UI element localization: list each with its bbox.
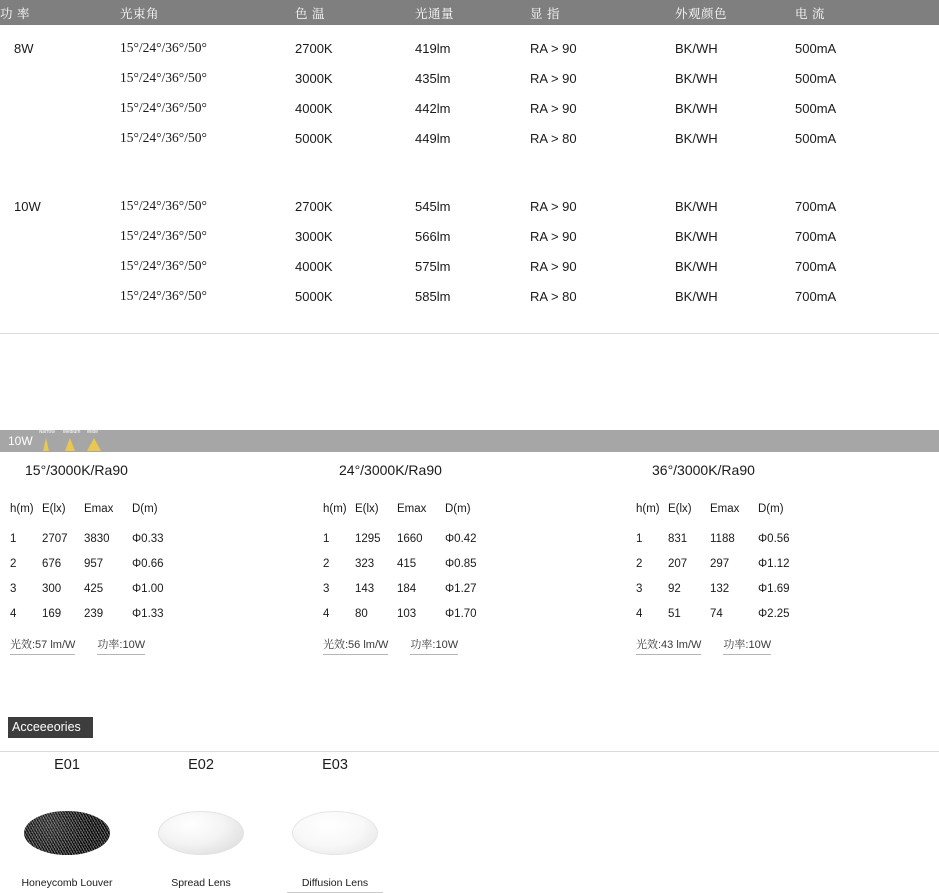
header-emax: Emax: [710, 503, 740, 515]
efficacy-value: 光效:57 lm/W: [10, 636, 75, 655]
cell-cct: 3000K: [295, 228, 333, 244]
cell-diameter: Φ1.70: [445, 607, 477, 620]
cell-current: 500mA: [795, 100, 837, 116]
cell-emax: 425: [84, 582, 104, 595]
table-row: [0, 123, 939, 153]
cell-cct: 5000K: [295, 288, 333, 304]
table-row: [0, 93, 939, 123]
table-row: [323, 526, 505, 551]
cell-beam: 15°/24°/36°/50°: [120, 258, 207, 273]
beam-medium-icon: [62, 429, 81, 452]
cell-lux: 323: [355, 557, 375, 570]
column-header-power: 功 率: [0, 6, 30, 21]
cell-current: 700mA: [795, 288, 837, 304]
photometric-table: [636, 498, 818, 626]
section-divider: [0, 333, 939, 334]
header-diameter: D(m): [758, 503, 784, 515]
beam-narrow-icon: [39, 430, 54, 452]
cell-emax: 103: [397, 607, 417, 620]
cell-lux: 80: [355, 607, 368, 620]
cell-diameter: Φ1.12: [758, 557, 790, 570]
table-row: [10, 526, 192, 551]
cell-diameter: Φ2.25: [758, 607, 790, 620]
photometric-footer: [636, 636, 939, 655]
beam-medium-shape: [65, 438, 75, 451]
table-row: [0, 221, 939, 251]
beam-wide-icon: [87, 430, 102, 452]
beam-narrow-label: Narrow: [38, 429, 55, 435]
cell-beam: 15°/24°/36°/50°: [120, 198, 207, 213]
header-diameter: D(m): [132, 503, 158, 515]
cell-diameter: Φ1.33: [132, 607, 164, 620]
cell-lumen: 585lm: [415, 288, 451, 304]
cell-height: 4: [10, 607, 17, 620]
cell-lux: 2707: [42, 532, 68, 545]
cell-lux: 676: [42, 557, 62, 570]
column-header-lumen: 光通量: [415, 6, 455, 21]
cell-diameter: Φ0.42: [445, 532, 477, 545]
header-height: h(m): [10, 503, 34, 515]
accessory-item-e02[interactable]: [134, 757, 268, 889]
cell-cct: 5000K: [295, 130, 333, 146]
cell-current: 500mA: [795, 70, 837, 86]
column-header-cct: 色 温: [295, 6, 325, 21]
cell-lux: 169: [42, 607, 62, 620]
photometric-column-15deg: [0, 462, 313, 655]
cell-lumen: 566lm: [415, 228, 451, 244]
cell-color: BK/WH: [675, 40, 718, 56]
cell-power: 8W: [14, 40, 34, 56]
power-value: 功率:10W: [97, 636, 145, 655]
cell-lumen: 545lm: [415, 198, 451, 214]
cell-lumen: 435lm: [415, 70, 451, 86]
photometric-footer: [10, 636, 313, 655]
accessory-code: E03: [322, 757, 348, 773]
table-row: [636, 551, 818, 576]
cell-emax: 74: [710, 607, 723, 620]
cell-height: 3: [636, 582, 643, 595]
accessory-code: E02: [188, 757, 214, 773]
cell-height: 2: [636, 557, 643, 570]
accessories-list: [0, 757, 939, 889]
cell-height: 2: [323, 557, 330, 570]
spread-lens-icon: [134, 803, 268, 863]
row-group-gap: [0, 153, 939, 191]
cell-lux: 1295: [355, 532, 381, 545]
power-value: 功率:10W: [410, 636, 458, 655]
accessories-divider: [0, 751, 939, 752]
cell-cri: RA > 90: [530, 100, 577, 116]
cell-lux: 300: [42, 582, 62, 595]
cell-lumen: 575lm: [415, 258, 451, 274]
table-row: [323, 551, 505, 576]
photometric-columns: [0, 462, 939, 655]
cell-height: 4: [323, 607, 330, 620]
header-height: h(m): [323, 503, 347, 515]
cell-color: BK/WH: [675, 198, 718, 214]
cell-height: 1: [323, 532, 330, 545]
cell-lux: 207: [668, 557, 688, 570]
cell-height: 4: [636, 607, 643, 620]
cell-beam: 15°/24°/36°/50°: [120, 130, 207, 145]
accessory-item-e01[interactable]: [0, 757, 134, 889]
cell-color: BK/WH: [675, 228, 718, 244]
cell-beam: 15°/24°/36°/50°: [120, 40, 207, 55]
cell-beam: 15°/24°/36°/50°: [120, 288, 207, 303]
cell-lumen: 442lm: [415, 100, 451, 116]
cell-emax: 239: [84, 607, 104, 620]
cell-cct: 4000K: [295, 258, 333, 274]
cell-lux: 831: [668, 532, 688, 545]
table-row: [10, 551, 192, 576]
table-row: [0, 281, 939, 311]
table-row: [10, 576, 192, 601]
photometric-column-36deg: [626, 462, 939, 655]
photometric-title: 15°/3000K/Ra90: [25, 462, 128, 478]
cell-emax: 3830: [84, 532, 110, 545]
photometric-footer: [323, 636, 626, 655]
cell-color: BK/WH: [675, 130, 718, 146]
cell-cri: RA > 90: [530, 258, 577, 274]
table-row: [10, 601, 192, 626]
diffusion-lens-disc-shape: [292, 811, 378, 855]
cell-emax: 184: [397, 582, 417, 595]
cell-cri: RA > 80: [530, 288, 577, 304]
cell-diameter: Φ1.27: [445, 582, 477, 595]
accessory-name: Diffusion Lens: [301, 877, 369, 889]
photometric-title: 24°/3000K/Ra90: [339, 462, 442, 478]
cell-cri: RA > 90: [530, 40, 577, 56]
header-lux: E(lx): [668, 503, 692, 515]
cell-height: 2: [10, 557, 17, 570]
cell-emax: 415: [397, 557, 417, 570]
header-lux: E(lx): [355, 503, 379, 515]
photometric-wattage-label: 10W: [8, 434, 33, 448]
cell-diameter: Φ1.00: [132, 582, 164, 595]
header-emax: Emax: [84, 503, 114, 515]
accessory-item-e03[interactable]: [268, 757, 402, 889]
accessory-name: Spread Lens: [171, 877, 231, 889]
cell-lux: 51: [668, 607, 681, 620]
honeycomb-disc-shape: [24, 811, 110, 855]
cell-current: 500mA: [795, 40, 837, 56]
column-header-beam: 光束角: [120, 6, 160, 21]
cell-emax: 957: [84, 557, 104, 570]
table-row: [0, 33, 939, 63]
cell-color: BK/WH: [675, 258, 718, 274]
photometric-table: [323, 498, 505, 626]
cell-diameter: Φ0.85: [445, 557, 477, 570]
accessories-section-label: Acceeeories: [8, 717, 93, 738]
cell-current: 700mA: [795, 198, 837, 214]
beam-wide-label: Wide: [86, 429, 99, 435]
header-height: h(m): [636, 503, 660, 515]
cell-diameter: Φ0.33: [132, 532, 164, 545]
photometric-section-bar: [0, 430, 939, 452]
cell-cri: RA > 90: [530, 70, 577, 86]
table-row: [323, 576, 505, 601]
cell-height: 1: [10, 532, 17, 545]
spread-lens-disc-shape: [158, 811, 244, 855]
cell-cct: 2700K: [295, 198, 333, 214]
table-row: [636, 576, 818, 601]
cell-lumen: 449lm: [415, 130, 451, 146]
cell-emax: 1660: [397, 532, 423, 545]
cell-lumen: 419lm: [415, 40, 451, 56]
cell-current: 500mA: [795, 130, 837, 146]
header-lux: E(lx): [42, 503, 66, 515]
cell-emax: 297: [710, 557, 730, 570]
header-emax: Emax: [397, 503, 427, 515]
beam-narrow-shape: [43, 438, 49, 451]
column-header-cri: 显 指: [530, 6, 560, 21]
photometric-column-24deg: [313, 462, 626, 655]
spec-table-header: [0, 0, 939, 25]
table-row: [636, 526, 818, 551]
cell-beam: 15°/24°/36°/50°: [120, 70, 207, 85]
table-row: [636, 601, 818, 626]
table-row: [0, 191, 939, 221]
power-value: 功率:10W: [723, 636, 771, 655]
cell-cri: RA > 90: [530, 198, 577, 214]
cell-height: 3: [323, 582, 330, 595]
spec-table-body: [0, 25, 939, 334]
cell-cri: RA > 90: [530, 228, 577, 244]
cell-beam: 15°/24°/36°/50°: [120, 228, 207, 243]
cell-diameter: Φ0.56: [758, 532, 790, 545]
cell-power: 10W: [14, 198, 41, 214]
cell-color: BK/WH: [675, 70, 718, 86]
honeycomb-louver-icon: [0, 803, 134, 863]
table-header-row: [10, 498, 192, 526]
table-header-row: [323, 498, 505, 526]
beam-medium-label: Medium: [62, 429, 81, 435]
table-header-row: [636, 498, 818, 526]
cell-cct: 2700K: [295, 40, 333, 56]
diffusion-lens-icon: [268, 803, 402, 863]
accessory-code: E01: [54, 757, 80, 773]
cell-height: 3: [10, 582, 17, 595]
table-row: [0, 63, 939, 93]
cell-cct: 4000K: [295, 100, 333, 116]
cell-color: BK/WH: [675, 100, 718, 116]
cell-diameter: Φ1.69: [758, 582, 790, 595]
cell-cct: 3000K: [295, 70, 333, 86]
photometric-table: [10, 498, 192, 626]
cell-cri: RA > 80: [530, 130, 577, 146]
photometric-title: 36°/3000K/Ra90: [652, 462, 755, 478]
cell-color: BK/WH: [675, 288, 718, 304]
cell-diameter: Φ0.66: [132, 557, 164, 570]
cell-height: 1: [636, 532, 643, 545]
cell-current: 700mA: [795, 258, 837, 274]
efficacy-value: 光效:43 lm/W: [636, 636, 701, 655]
cell-emax: 1188: [710, 532, 735, 545]
efficacy-value: 光效:56 lm/W: [323, 636, 388, 655]
accessory-name: Honeycomb Louver: [21, 877, 113, 889]
table-row: [323, 601, 505, 626]
column-header-color: 外观颜色: [675, 6, 728, 21]
cell-lux: 143: [355, 582, 375, 595]
cell-beam: 15°/24°/36°/50°: [120, 100, 207, 115]
column-header-current: 电 流: [795, 6, 825, 21]
beam-wide-shape: [87, 438, 101, 451]
cell-lux: 92: [668, 582, 681, 595]
cell-emax: 132: [710, 582, 730, 595]
header-diameter: D(m): [445, 503, 471, 515]
table-row: [0, 251, 939, 281]
cell-current: 700mA: [795, 228, 837, 244]
beam-icon-group: [39, 430, 102, 452]
